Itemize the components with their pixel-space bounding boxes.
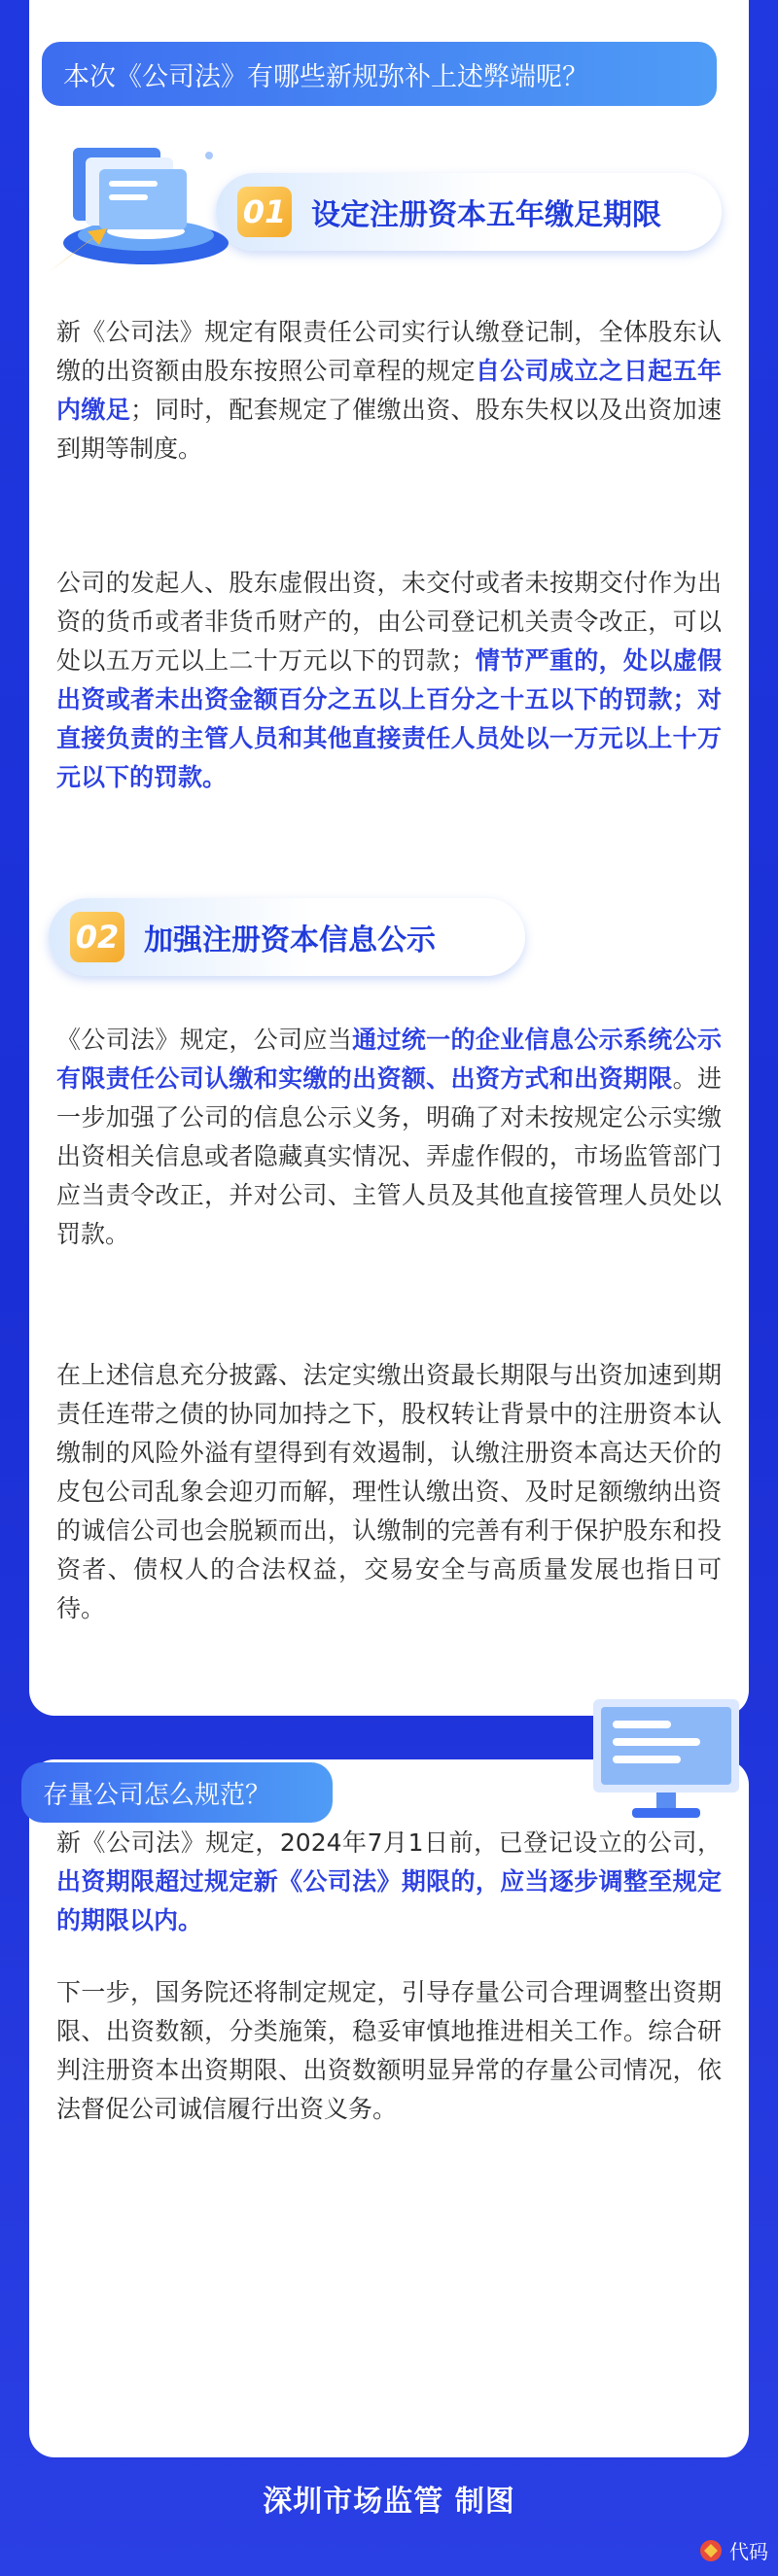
section-02-pill [49,898,525,976]
footer-credit: 深圳市场监管 制图 [263,2485,515,2519]
p1-text-a: 新《公司法》规定有限责任公司实行认缴登记制，全体股东认缴的出资额由股东按照公司章程的规定 [56,318,722,385]
section-01-title: 设定注册资本五年缴足期限 [311,198,661,232]
watermark-logo-icon [698,2538,724,2563]
header-existing-companies-text: 存量公司怎么规范？ [43,1780,271,1810]
section-header-existing-companies [21,1762,333,1823]
monitor-illustration-icon [584,1691,759,1828]
p1-highlight: 自公司成立之日起五年内缴足 [56,357,722,424]
p3-text-b: 。进一步加强了公司的信息公示义务，明确了对未按规定公示实缴出资相关信息或者隐藏真实情况、弄虚作假的，市场监管部门应当责令改正，并对公司、主管人员及其他直接管理人员处以罚款。 [56,1064,722,1248]
p3-text-a: 《公司法》规定，公司应当 [56,1026,353,1054]
p2-text: 公司的发起人、股东虚假出资，未交付或者未按期交付作为出资的货币或者非货币财产的，由公司登记机关责令改正，可以处以五万元以上二十万元以下的罚款； [56,569,722,675]
watermark [698,2536,768,2564]
section-02-number: 02 [70,912,124,962]
p3-highlight: 通过统一的企业信息公示系统公示有限责任公司认缴和实缴的出资额、出资方式和出资期限 [56,1026,722,1093]
paragraph-existing-companies [56,1824,722,1940]
section-01-number: 01 [237,187,292,237]
paragraph-information-disclosure [56,1021,722,1254]
folder-illustration-icon [39,126,233,282]
paragraph-registration-deadline [56,313,722,469]
header-new-rules-text: 本次《公司法》有哪些新规弥补上述弊端呢？ [63,61,588,92]
section-02-title: 加强注册资本信息公示 [144,923,436,957]
p5-text: 新《公司法》规定，2024年7月1日前，已登记设立的公司， [56,1828,722,1857]
paragraph-next-steps: 下一步，国务院还将制定规定，引导存量公司合理调整出资期限、出资数额，分类施策，稳妥审慎地推进相关工作。综合研判注册资本出资期限、出资数额明显异常的存量公司情况，依法督促公司诚信履行出资义务。 [56,1978,722,2123]
section-01-pill [216,173,722,251]
watermark-text: 代码 [729,2540,768,2563]
paragraph-outlook: 在上述信息充分披露、法定实缴出资最长期限与出资加速到期责任连带之债的协同加持之下，股权转让背景中的注册资本认缴制的风险外溢有望得到有效遏制，认缴注册资本高达天价的皮包公司乱象会迎刃而解，理性认缴出资、及时足额缴纳出资的诚信公司也会脱颖而出，认缴制的完善有利于保护股东和投资者、债权人的合法权益，交易安全与高质量发展也指日可待。 [56,1361,722,1622]
p5-highlight: 出资期限超过规定新《公司法》期限的，应当逐步调整至规定的期限以内。 [56,1867,722,1934]
section-header-new-rules [39,39,720,109]
paragraph-penalties [56,564,722,797]
p2-highlight: 情节严重的，处以虚假出资或者未出资金额百分之五以上百分之十五以下的罚款；对直接负责的主管人员和其他直接责任人员处以一万元以上十万元以下的罚款。 [56,646,722,791]
p1-text-b: ；同时，配套规定了催缴出资、股东失权以及出资加速到期等制度。 [56,396,722,463]
